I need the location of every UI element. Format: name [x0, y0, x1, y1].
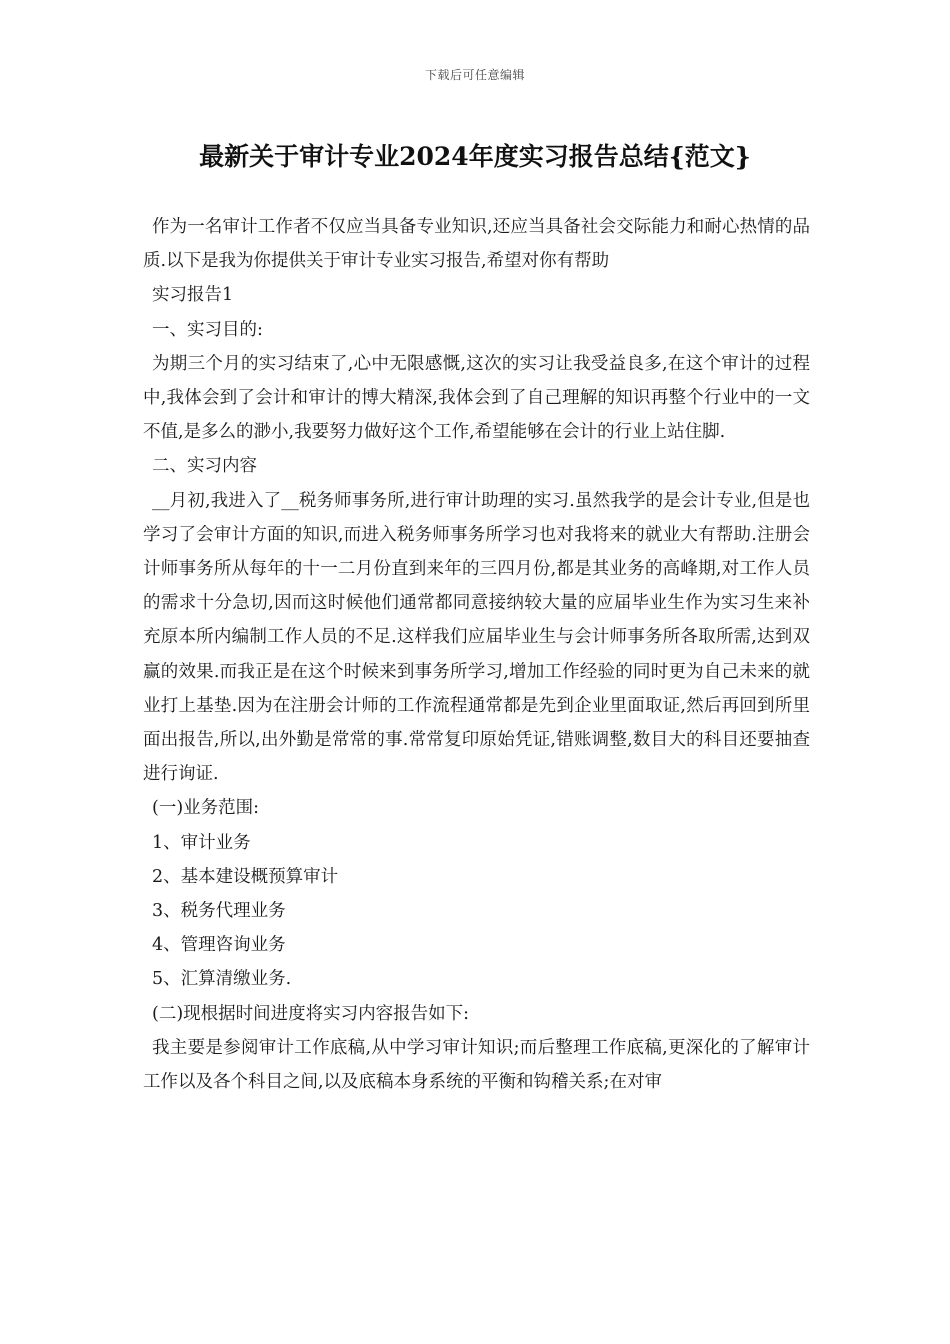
- report-heading: 实习报告1: [152, 285, 234, 306]
- subsection-heading-progress: (二)现根据时间进度将实习内容报告如下:: [152, 1003, 470, 1024]
- list-item: 1、审计业务: [152, 832, 251, 853]
- progress-paragraph: 我主要是参阅审计工作底稿,从中学习审计知识;而后整理工作底稿,更深化的了解审计工作以及各个科目之间,以及底稿本身系统的平衡和钩稽关系;在对审: [143, 1037, 810, 1093]
- document-title: 最新关于审计专业2024年度实习报告总结{范文}: [199, 142, 751, 171]
- list-item: 4、管理咨询业务: [152, 935, 286, 956]
- list-item: 3、税务代理业务: [152, 901, 286, 922]
- section-heading-purpose: 一、实习目的:: [152, 319, 263, 340]
- section-heading-content: 二、实习内容: [152, 456, 257, 477]
- subsection-heading-scope: (一)业务范围:: [152, 798, 260, 819]
- document-body: [143, 210, 810, 1099]
- intro-paragraph: 作为一名审计工作者不仅应当具备专业知识,还应当具备社会交际能力和耐心热情的品质.以下是我为你提供关于审计专业实习报告,希望对你有帮助: [143, 217, 810, 272]
- content-paragraph: __月初,我进入了__税务师事务所,进行审计助理的实习.虽然我学的是会计专业,但是也学习了会审计方面的知识,而进入税务师事务所学习也对我将来的就业大有帮助.注册会计师事务所从每年的十一二月份直到来年的三四月份,都是其业务的高峰期,对工作人员的需求十分急切,因而这时候他们通常都同意接纳较大量的应届毕业生作为实习生来补充原本所内编制工作人员的不足.这样我们应届毕业生与会计师事务所各取所需,达到双赢的效果.而我正是在这个时候来到事务所学习,增加工作经验的同时更为自己未来的就业打上基垫.因为在注册会计师的工作流程通常都是先到企业里面取证,然后再回到所里面出报告,所以,出外勤是常常的事.常常复印原始凭证,错账调整,数目大的科目还要抽查进行询证.: [143, 490, 810, 785]
- header-note: 下载后可任意编辑: [424, 68, 525, 82]
- list-item: 2、基本建设概预算审计: [152, 866, 339, 887]
- list-item: 5、汇算清缴业务.: [152, 969, 292, 990]
- purpose-paragraph: 为期三个月的实习结束了,心中无限感慨,这次的实习让我受益良多,在这个审计的过程中,我体会到了会计和审计的博大精深,我体会到了自己理解的知识再整个行业中的一文不值,是多么的渺小,我要努力做好这个工作,希望能够在会计的行业上站住脚.: [143, 353, 810, 443]
